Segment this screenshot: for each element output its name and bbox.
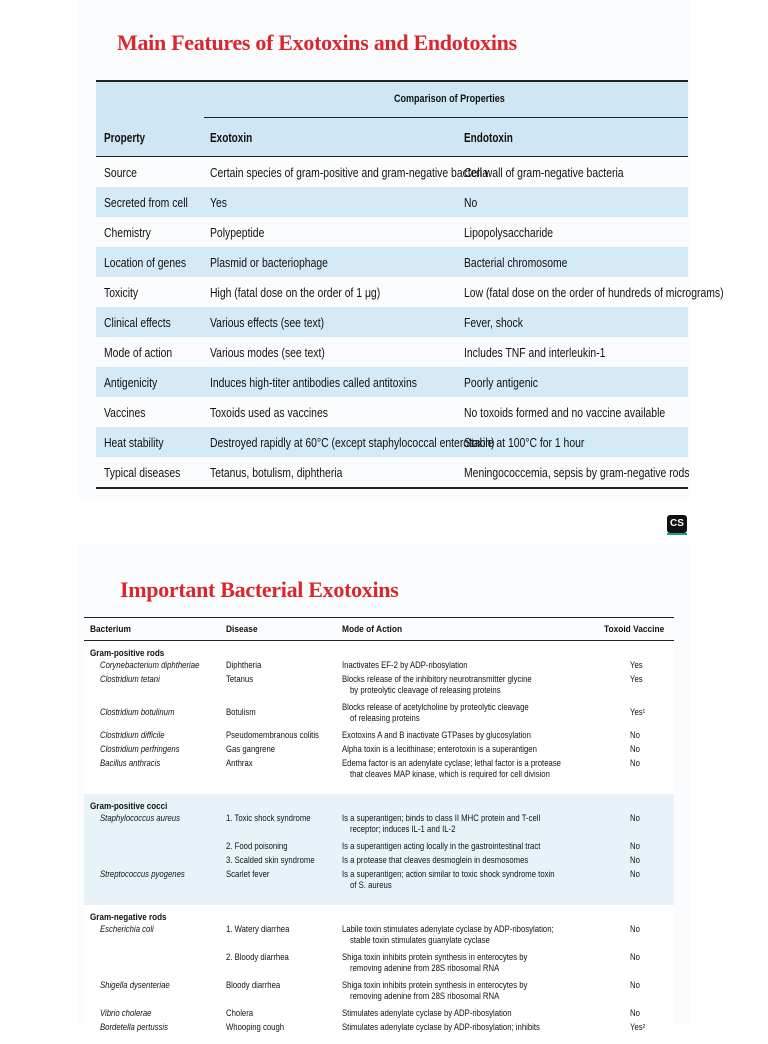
disease-cell: Tetanus xyxy=(226,674,254,684)
exotoxin-cell: Various modes (see text) xyxy=(210,345,325,360)
disease-cell: Anthrax xyxy=(226,758,253,768)
col-bacterium: Bacterium xyxy=(90,624,131,635)
table1-body xyxy=(96,157,724,489)
endotoxin-cell: Lipopolysaccharide xyxy=(464,225,554,240)
group-section xyxy=(84,794,674,905)
mode-of-action-cell: Stimulates adenylate cyclase by ADP-ribosylation; inhibits xyxy=(342,1022,540,1032)
toxoid-vaccine-cell: No xyxy=(630,952,640,962)
endotoxin-cell: No toxoids formed and no vaccine available xyxy=(464,405,666,420)
toxoid-vaccine-cell: Yes¹ xyxy=(630,707,646,717)
table-row xyxy=(84,980,674,1008)
cs-badge: CS xyxy=(667,515,687,533)
table-row xyxy=(84,924,674,952)
mode-of-action-cell: Stimulates adenylate cyclase by ADP-ribosylation xyxy=(342,1008,512,1018)
mode-of-action-cell: by proteolytic cleavage of releasing proteins xyxy=(350,685,501,695)
property-cell: Location of genes xyxy=(104,255,187,270)
group-section xyxy=(84,641,674,794)
toxoid-vaccine-cell: No xyxy=(630,758,640,768)
disease-cell: Bloody diarrhea xyxy=(226,980,281,990)
mode-of-action-cell: receptor; induces IL-1 and IL-2 xyxy=(350,824,456,834)
table-row xyxy=(96,247,688,277)
col-toxoid-vaccine: Toxoid Vaccine xyxy=(604,624,665,635)
table-row xyxy=(84,1008,674,1022)
property-cell: Toxicity xyxy=(104,285,139,300)
exotoxin-cell: Certain species of gram-positive and gram-negative bacteria xyxy=(210,165,489,180)
exotoxin-cell: High (fatal dose on the order of 1 μg) xyxy=(210,285,381,300)
disease-cell: 1. Toxic shock syndrome xyxy=(226,813,311,823)
disease-cell: 2. Food poisoning xyxy=(226,841,288,851)
table1-title: Main Features of Exotoxins and Endotoxins xyxy=(117,30,517,55)
bacterium-cell: Bacillus anthracis xyxy=(100,758,161,768)
endotoxin-cell: Includes TNF and interleukin-1 xyxy=(464,345,606,360)
exotoxin-cell: Plasmid or bacteriophage xyxy=(210,255,328,270)
group-heading-label: Gram-positive cocci xyxy=(90,801,168,811)
disease-cell: Diphtheria xyxy=(226,660,262,670)
table1-header xyxy=(96,80,688,157)
endotoxin-cell: Fever, shock xyxy=(464,315,523,330)
mode-of-action-cell: stable toxin stimulates guanylate cyclase xyxy=(350,935,490,945)
mode-of-action-cell: Inactivates EF-2 by ADP-ribosylation xyxy=(342,660,468,670)
bacterium-cell: Escherichia coli xyxy=(100,924,154,934)
mode-of-action-cell: Exotoxins A and B inactivate GTPases by glucosylation xyxy=(342,730,531,740)
table2-header xyxy=(84,617,674,641)
col-exotoxin: Exotoxin xyxy=(210,131,253,145)
exotoxin-cell: Polypeptide xyxy=(210,225,265,240)
table-row xyxy=(84,869,674,897)
exotoxin-cell: Yes xyxy=(210,195,227,210)
disease-cell: Gas gangrene xyxy=(226,744,276,754)
bacterium-cell: Vibrio cholerae xyxy=(100,1008,152,1018)
toxoid-vaccine-cell: No xyxy=(630,924,640,934)
table-row xyxy=(96,277,724,307)
table-row xyxy=(84,841,674,855)
mode-of-action-cell: Is a superantigen; action similar to toxic shock syndrome toxin xyxy=(342,869,555,879)
column-header-row xyxy=(96,118,688,157)
bacterium-cell: Corynebacterium diphtheriae xyxy=(100,660,200,670)
property-cell: Antigenicity xyxy=(104,375,158,390)
endotoxin-cell: Low (fatal dose on the order of hundreds of micrograms) xyxy=(464,285,724,300)
mode-of-action-cell: Blocks release of the inhibitory neurotransmitter glycine xyxy=(342,674,532,684)
table-row xyxy=(84,952,674,980)
col-property: Property xyxy=(104,131,146,145)
table-row xyxy=(96,307,688,337)
exotoxin-cell: Toxoids used as vaccines xyxy=(210,405,328,420)
table-row xyxy=(96,337,688,367)
mode-of-action-cell: Labile toxin stimulates adenylate cyclase by ADP-ribosylation; xyxy=(342,924,554,934)
table-row xyxy=(84,702,674,730)
exotoxin-cell: Various effects (see text) xyxy=(210,315,325,330)
table2-title: Important Bacterial Exotoxins xyxy=(120,577,399,602)
table-row xyxy=(84,1022,674,1036)
group-heading-label: Gram-negative rods xyxy=(90,912,167,922)
mode-of-action-cell: Is a superantigen; binds to class II MHC protein and T-cell xyxy=(342,813,541,823)
toxoid-vaccine-cell: Yes xyxy=(630,674,643,684)
exotoxin-cell: Induces high-titer antibodies called antitoxins xyxy=(210,375,417,390)
table-row xyxy=(84,813,674,841)
mode-of-action-cell: of S. aureus xyxy=(350,880,392,890)
endotoxin-cell: Poorly antigenic xyxy=(464,375,538,390)
toxoid-vaccine-cell: No xyxy=(630,980,640,990)
toxoid-vaccine-cell: No xyxy=(630,744,640,754)
disease-cell: 1. Watery diarrhea xyxy=(226,924,290,934)
group-heading xyxy=(84,644,674,660)
toxoid-vaccine-cell: Yes² xyxy=(630,1022,646,1032)
table-row xyxy=(96,427,688,457)
mode-of-action-cell: Is a superantigen acting locally in the gastrointestinal tract xyxy=(342,841,541,851)
toxoid-vaccine-cell: Yes xyxy=(630,660,643,670)
mode-of-action-cell: of releasing proteins xyxy=(350,713,420,723)
mode-of-action-cell: Shiga toxin inhibits protein synthesis in enterocytes by xyxy=(342,980,528,990)
mode-of-action-cell: removing adenine from 28S ribosomal RNA xyxy=(350,991,500,1001)
toxoid-vaccine-cell: No xyxy=(630,730,640,740)
toxoid-vaccine-cell: No xyxy=(630,841,640,851)
group-heading-label: Gram-positive rods xyxy=(90,648,165,658)
table-row xyxy=(84,855,674,869)
toxoid-vaccine-cell: No xyxy=(630,855,640,865)
table-row xyxy=(96,217,688,247)
col-disease: Disease xyxy=(226,624,258,635)
exotoxin-cell: Tetanus, botulism, diphtheria xyxy=(210,465,343,480)
toxoid-vaccine-cell: No xyxy=(630,813,640,823)
group-section xyxy=(84,905,674,1044)
group-heading xyxy=(84,908,674,924)
endotoxin-cell: Bacterial chromosome xyxy=(464,255,568,270)
table-row xyxy=(84,758,674,786)
property-cell: Typical diseases xyxy=(104,465,181,480)
comparison-header xyxy=(96,82,688,118)
mode-of-action-cell: removing adenine from 28S ribosomal RNA xyxy=(350,963,500,973)
property-cell: Secreted from cell xyxy=(104,195,188,210)
table-row xyxy=(96,397,688,427)
disease-cell: Cholera xyxy=(226,1008,254,1018)
bacterium-cell: Shigella dysenteriae xyxy=(100,980,170,990)
endotoxin-cell: Meningococcemia, sepsis by gram-negative rods xyxy=(464,465,690,480)
table-row xyxy=(96,367,688,397)
mode-of-action-cell: Blocks release of acetylcholine by proteolytic cleavage xyxy=(342,702,529,712)
bacterium-cell: Staphylococcus aureus xyxy=(100,813,181,823)
property-cell: Vaccines xyxy=(104,405,146,420)
disease-cell: Whooping cough xyxy=(226,1022,285,1032)
mode-of-action-cell: that cleaves MAP kinase, which is required for cell division xyxy=(350,769,550,779)
table-row xyxy=(96,187,688,217)
endotoxin-cell: No xyxy=(464,195,478,210)
disease-cell: 3. Scalded skin syndrome xyxy=(226,855,315,865)
endotoxin-cell: Cell wall of gram-negative bacteria xyxy=(464,165,624,180)
table-row xyxy=(84,660,674,674)
bacterium-cell: Bordetella pertussis xyxy=(100,1022,168,1032)
bacterium-cell: Clostridium perfringens xyxy=(100,744,180,754)
col-endotoxin: Endotoxin xyxy=(464,131,513,145)
toxoid-vaccine-cell: No xyxy=(630,1008,640,1018)
disease-cell: Scarlet fever xyxy=(226,869,270,879)
property-cell: Source xyxy=(104,165,137,180)
property-cell: Mode of action xyxy=(104,345,173,360)
bacterium-cell: Clostridium tetani xyxy=(100,674,160,684)
property-cell: Chemistry xyxy=(104,225,151,240)
comparison-label: Comparison of Properties xyxy=(394,93,505,105)
table-row xyxy=(84,744,674,758)
bacterial-exotoxins-table xyxy=(84,617,674,1044)
group-heading xyxy=(84,797,674,813)
mode-of-action-cell: Is a protease that cleaves desmoglein in desmosomes xyxy=(342,855,529,865)
exotoxin-endotoxin-table xyxy=(96,80,724,489)
table-row xyxy=(96,157,688,187)
table-row xyxy=(84,730,674,744)
endotoxin-cell: Stable at 100°C for 1 hour xyxy=(464,435,585,450)
mode-of-action-cell: Shiga toxin inhibits protein synthesis in enterocytes by xyxy=(342,952,528,962)
bacterium-cell: Clostridium difficile xyxy=(100,730,165,740)
mode-of-action-cell: Edema factor is an adenylate cyclase; lethal factor is a protease xyxy=(342,758,561,768)
disease-cell: Pseudomembranous colitis xyxy=(226,730,319,740)
table2-body xyxy=(84,641,674,1044)
col-mode-of-action: Mode of Action xyxy=(342,624,403,635)
mode-of-action-cell: Alpha toxin is a lecithinase; enterotoxin is a superantigen xyxy=(342,744,537,754)
disease-cell: 2. Bloody diarrhea xyxy=(226,952,289,962)
property-cell: Clinical effects xyxy=(104,315,171,330)
bacterium-cell: Streptococcus pyogenes xyxy=(100,869,185,879)
toxoid-vaccine-cell: No xyxy=(630,869,640,879)
disease-cell: Botulism xyxy=(226,707,256,717)
bacterium-cell: Clostridium botulinum xyxy=(100,707,175,717)
property-cell: Heat stability xyxy=(104,435,164,450)
table-row xyxy=(84,674,674,702)
exotoxin-cell: Destroyed rapidly at 60°C (except staphylococcal enterotoxin) xyxy=(210,435,495,450)
table-row xyxy=(96,457,688,487)
